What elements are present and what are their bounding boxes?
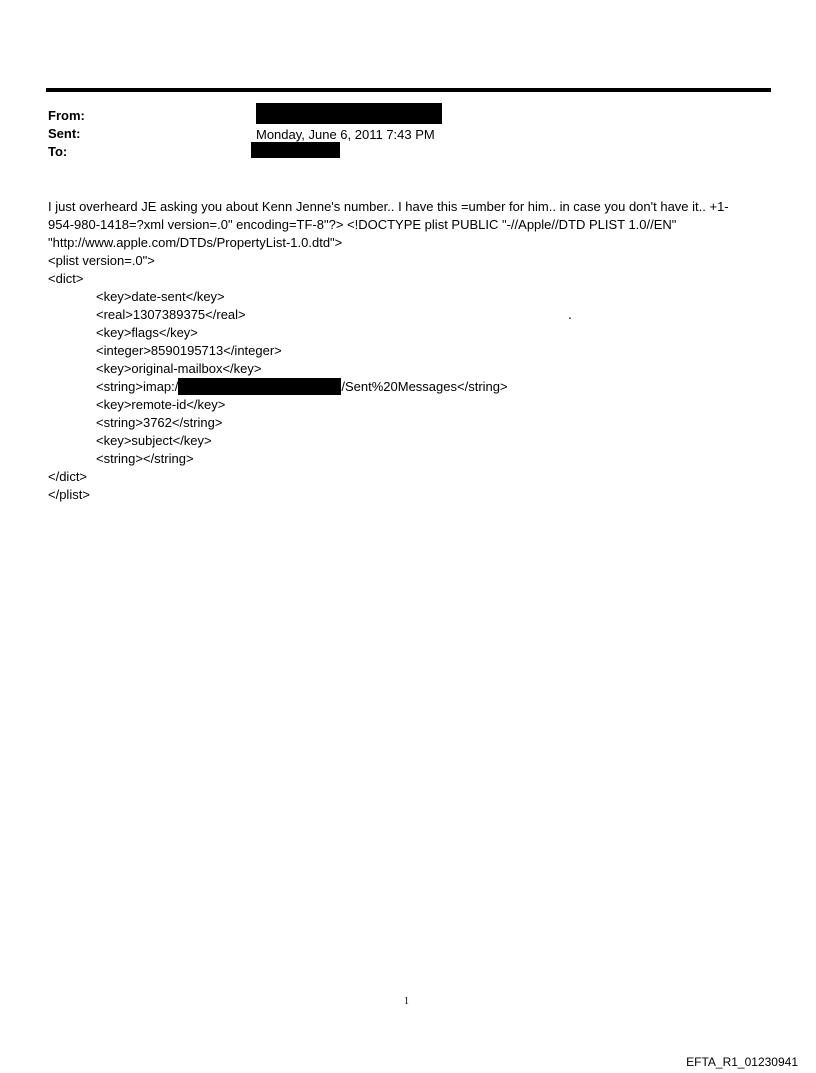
bates-number: EFTA_R1_01230941 xyxy=(686,1055,798,1069)
body-line: <key>remote-id</key> xyxy=(96,397,226,412)
body-line: I just overheard JE asking you about Kenn Jenne's number.. I have this =umber for him.. in case you don't have it.. +1- xyxy=(48,199,729,214)
body-line: <integer>8590195713</integer> xyxy=(96,343,282,358)
from-label: From: xyxy=(48,108,85,123)
body-line: <key>subject</key> xyxy=(96,433,212,448)
sent-label: Sent: xyxy=(48,126,81,141)
from-redaction xyxy=(256,103,442,124)
body-line xyxy=(48,378,816,396)
imap-prefix: <string>imap:/ xyxy=(96,379,179,394)
body-line: <real>1307389375</real> xyxy=(96,307,246,322)
body-line: <string>3762</string> xyxy=(96,415,223,430)
body-line: "http://www.apple.com/DTDs/PropertyList-1.0.dtd"> xyxy=(48,235,343,250)
body-line: <key>original-mailbox</key> xyxy=(96,361,262,376)
body-line: <key>date-sent</key> xyxy=(96,289,225,304)
body-line: 954-980-1418=?xml version=.0" encoding=TF-8"?> <!DOCTYPE plist PUBLIC "-//Apple//DTD PLIST 1.0//EN" xyxy=(48,217,677,232)
body-line: <dict> xyxy=(48,271,84,286)
mailbox-redaction xyxy=(178,378,341,395)
body-line: <string></string> xyxy=(96,451,194,466)
body-line: <key>flags</key> xyxy=(96,325,198,340)
body-line: </plist> xyxy=(48,487,90,502)
stray-mark: . xyxy=(568,306,572,322)
imap-suffix: /Sent%20Messages</string> xyxy=(341,379,508,394)
body-line: <plist version=.0"> xyxy=(48,253,155,268)
body-line: </dict> xyxy=(48,469,88,484)
page-number: 1 xyxy=(404,996,409,1007)
sent-value: Monday, June 6, 2011 7:43 PM xyxy=(256,127,435,142)
to-redaction xyxy=(251,142,340,158)
to-label: To: xyxy=(48,144,68,159)
header-rule xyxy=(46,88,771,92)
